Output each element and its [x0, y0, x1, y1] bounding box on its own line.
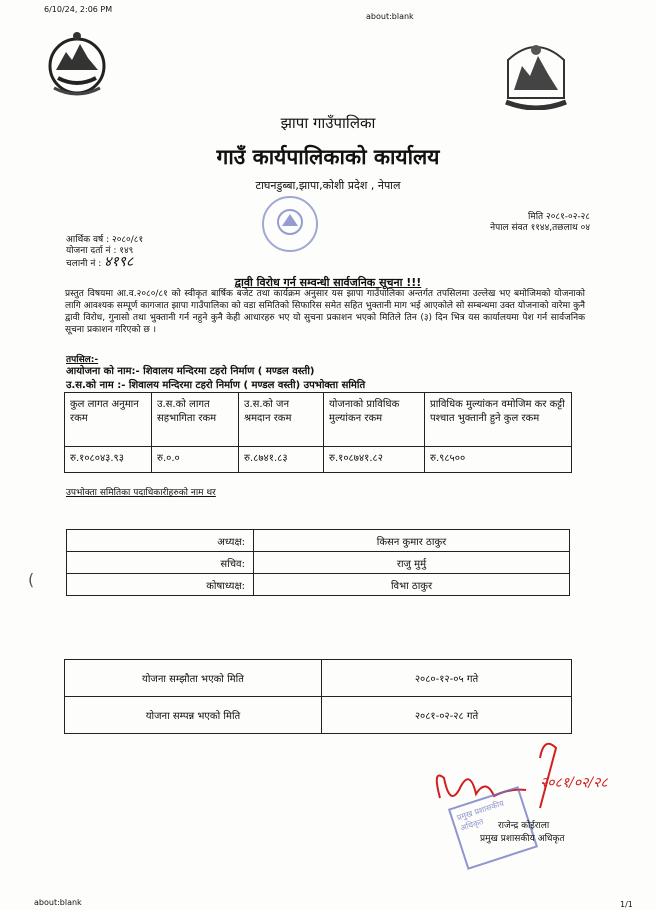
- notice-title: द्वावी विरोध गर्न सम्वन्धी सार्वजनिक सूचना !!!: [234, 276, 422, 289]
- date-value: २०८१-०२-२८ गते: [322, 697, 572, 734]
- date-label: योजना सम्झौता भएको मिति: [65, 660, 322, 697]
- dispatch-label: चलानी नं :: [66, 259, 102, 269]
- cost-header-total: कुल लागत अनुमान रकम: [65, 393, 152, 447]
- cost-value-labour: रु.८७४१.८३: [239, 447, 324, 473]
- dates-table: [64, 659, 572, 734]
- official-row: [67, 574, 570, 596]
- officials-table: [66, 529, 570, 596]
- print-datetime: 6/10/24, 2:06 PM: [44, 5, 113, 14]
- footer-url: about:blank: [34, 898, 82, 907]
- cost-header-participation: उ.स.को लागत सहभागिता रकम: [152, 393, 239, 447]
- signatory-name: राजेन्द्र कोईराला: [498, 821, 550, 831]
- office-name: गाउँ कार्यपालिकाको कार्यालय: [216, 145, 440, 169]
- official-role: सचिव:: [67, 552, 254, 574]
- scheme-name: आयोजना को नाम:- शिवालय मन्दिरमा टहरो निर्माण ( मण्डल वस्ती): [66, 366, 315, 377]
- official-role: कोषाध्यक्ष:: [67, 574, 254, 596]
- details-heading: तपसिल:-: [66, 355, 99, 365]
- dispatch-handwritten: ४१९८: [104, 254, 134, 270]
- margin-mark: (: [28, 570, 35, 589]
- handwritten-date: २०८१/०२/२८: [540, 775, 608, 791]
- officials-heading: उपभोक्ता समितिका पदाधिकारीहरुको नाम थर: [66, 488, 216, 498]
- cost-value-payable: रु.९८५००: [425, 447, 572, 473]
- cost-table: [64, 392, 572, 473]
- cost-header-technical: योजनाको प्राविधिक मुल्यांकन रकम: [324, 393, 425, 447]
- office-address: टाघनडुब्बा,झापा,कोशी प्रदेश , नेपाल: [255, 179, 401, 192]
- municipality-name: झापा गाउँपालिका: [280, 114, 376, 132]
- letter-date: मिति २०८१-०२-२८: [528, 212, 590, 222]
- official-row: [67, 552, 570, 574]
- date-value: २०८०-१२-०५ गते: [322, 660, 572, 697]
- cost-value-participation: रु.०.०: [152, 447, 239, 473]
- nepal-emblem-logo: [42, 30, 112, 98]
- committee-name: उ.स.को नाम :- शिवालय मन्दिरमा टहरो निर्माण ( मण्डल वस्ती) उपभोक्ता समिति: [66, 380, 366, 391]
- office-stamp: [262, 196, 318, 252]
- signatory-title: प्रमुख प्रशासकीय अधिकृत: [480, 834, 565, 844]
- cost-table-value-row: [65, 447, 572, 473]
- municipality-seal-logo: [498, 30, 574, 110]
- cost-header-payable: प्राविधिक मुल्यांकन वमोजिम कर कट्टी पश्चात भुक्तानी हुने कुल रकम: [425, 393, 572, 447]
- date-label: योजना सम्पन्न भएको मिति: [65, 697, 322, 734]
- fiscal-year: आर्थिक वर्ष : २०८०/८१: [66, 235, 144, 245]
- official-name: किसन कुमार ठाकुर: [254, 530, 570, 552]
- print-url: about:blank: [366, 12, 414, 21]
- dispatch-no: [66, 254, 134, 270]
- notice-body: प्रस्तुत विषयमा आ.व.२०८०/८१ को स्वीकृत बार्षिक बजेट तथा कार्यक्रम अनुसार यस झापा गाउँपालिका अन्तर्गत तपसिलमा उल्लेख भए बमोजिमको योजनाको लागि आवश्यक सम्पूर्ण कागजात झापा गाउँपालिका को वडा समितिको सिफारिस समेत सहित भुक्तानी माग भई आएकोले सो सम्बन्धमा उक्त योजनाको वारेमा कुनै द्वावी विरोध, गुनासो तथा भुक्तानी गर्न नहुने कुनै केही आधारहरु भए यो सुचना प्रकाशन भएको मितिले तिन (३) दिन भित्र यस कार्यालयमा पेश गर्न सार्वजनिक सूचना प्रकाशन गरिएको छ ।: [65, 289, 585, 335]
- cost-value-total: रु.१०८०४३.९३: [65, 447, 152, 473]
- official-role: अध्यक्ष:: [67, 530, 254, 552]
- cost-header-labour: उ.स.को जन श्रमदान रकम: [239, 393, 324, 447]
- cost-table-header-row: [65, 393, 572, 447]
- cost-value-technical: रु.१०८७४१.८२: [324, 447, 425, 473]
- date-row: [65, 660, 572, 697]
- footer-page: 1/1: [620, 900, 633, 909]
- officer-stamp-text: प्रमुख प्रशासकीय अधिकृत: [455, 798, 505, 833]
- official-name: विभा ठाकुर: [254, 574, 570, 596]
- official-name: राजु मुर्मु: [254, 552, 570, 574]
- date-row: [65, 697, 572, 734]
- scheme-registration-no: योजना दर्ता नं : १४९: [66, 246, 134, 256]
- nepal-samvat-date: नेपाल संवत ११४४,तछलाथ ०४: [490, 223, 590, 233]
- official-row: [67, 530, 570, 552]
